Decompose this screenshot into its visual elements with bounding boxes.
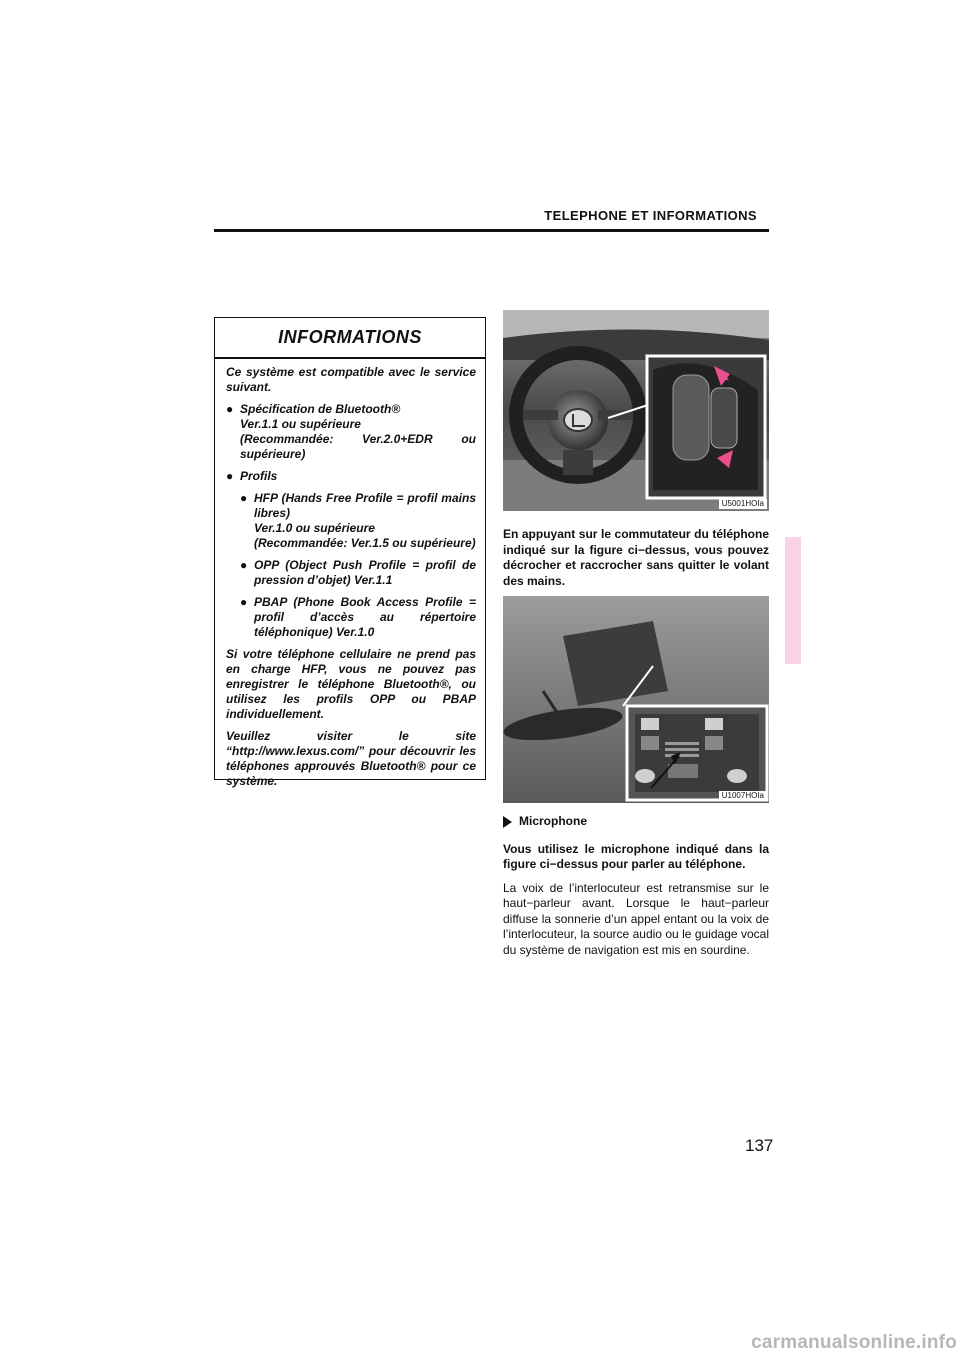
steering-wheel-illustration bbox=[503, 310, 769, 511]
footer-watermark: carmanualsonline.info bbox=[751, 1332, 957, 1353]
bullet-dot: ● bbox=[240, 594, 248, 609]
note-hfp: Si votre téléphone cellulaire ne prend pas en charge HFP, vous ne pouvez pas enregistrer le téléphone Bluetooth®, ou utilisez les profils OPP ou PBAP individuellement. bbox=[226, 646, 476, 721]
hfp-version: Ver.1.0 ou supérieure bbox=[254, 520, 375, 535]
hfp-title: HFP (Hands Free Profile = profil mains libres) bbox=[254, 490, 476, 520]
bullet-dot: ● bbox=[226, 468, 234, 483]
bullet-dot: ● bbox=[240, 557, 248, 572]
spec-title: Spécification de Bluetooth® bbox=[240, 401, 401, 416]
figure-code: U5001HOIa bbox=[719, 499, 767, 509]
profiles-title: Profils bbox=[240, 468, 278, 483]
microphone-heading-text: Microphone bbox=[519, 814, 587, 828]
section-title: TELEPHONE ET INFORMATIONS bbox=[544, 208, 757, 223]
microphone-heading bbox=[503, 814, 769, 830]
header-rule bbox=[214, 229, 769, 232]
triangle-bullet-icon bbox=[503, 816, 512, 828]
opp-text: OPP (Object Push Profile = profil de pression d’objet) Ver.1.1 bbox=[254, 557, 476, 587]
profiles-list bbox=[226, 491, 476, 640]
page-number: 137 bbox=[745, 1136, 774, 1155]
informations-body bbox=[215, 365, 485, 789]
hfp-recommended: (Recommandée: Ver.1.5 ou supérieure) bbox=[254, 535, 476, 550]
microphone-section bbox=[503, 814, 769, 958]
figure-code: U1007HOIa bbox=[719, 791, 767, 801]
section-tab bbox=[785, 537, 801, 664]
bullet-hfp bbox=[240, 491, 476, 551]
bullet-dot: ● bbox=[226, 401, 234, 416]
microphone-bold-text: Vous utilisez le microphone indiqué dans la figure ci−dessus pour parler au téléphone. bbox=[503, 841, 769, 871]
steering-switch-text: En appuyant sur le commutateur du téléphone indiqué sur la figure ci−dessus, vous pouvez décrocher et raccrocher sans quitter le volant des mains. bbox=[503, 527, 769, 588]
note-website: Veuillez visiter le site “http://www.lexus.com/” pour découvrir les téléphones approuvés Bluetooth® pour ce système. bbox=[226, 728, 476, 788]
informations-intro: Ce système est compatible avec le service suivant. bbox=[226, 364, 476, 394]
microphone-illustration bbox=[503, 596, 769, 803]
steering-wheel-figure bbox=[503, 310, 769, 511]
spec-recommended: (Recommandée: Ver.2.0+EDR ou supérieure) bbox=[240, 431, 476, 461]
spec-version: Ver.1.1 ou supérieure bbox=[240, 416, 361, 431]
bullet-profiles bbox=[226, 469, 476, 484]
microphone-body-text: La voix de l’interlocuteur est retransmise sur le haut−parleur avant. Lorsque le haut−parleur diffuse la sonnerie d’un appel entant ou la voix de l’interlocuteur, la source audio ou le guidage vocal du système de navigation est mis en sourdine. bbox=[503, 880, 769, 957]
bullet-spec bbox=[226, 402, 476, 462]
informations-title: INFORMATIONS bbox=[278, 327, 422, 347]
microphone-figure bbox=[503, 596, 769, 803]
informations-box bbox=[214, 317, 486, 788]
bullet-dot: ● bbox=[240, 490, 248, 505]
pbap-text: PBAP (Phone Book Access Profile = profil d’accès au répertoire téléphonique) Ver.1.0 bbox=[254, 594, 476, 639]
informations-title-rule bbox=[215, 357, 485, 359]
bullet-opp bbox=[240, 558, 476, 588]
bullet-pbap bbox=[240, 595, 476, 640]
